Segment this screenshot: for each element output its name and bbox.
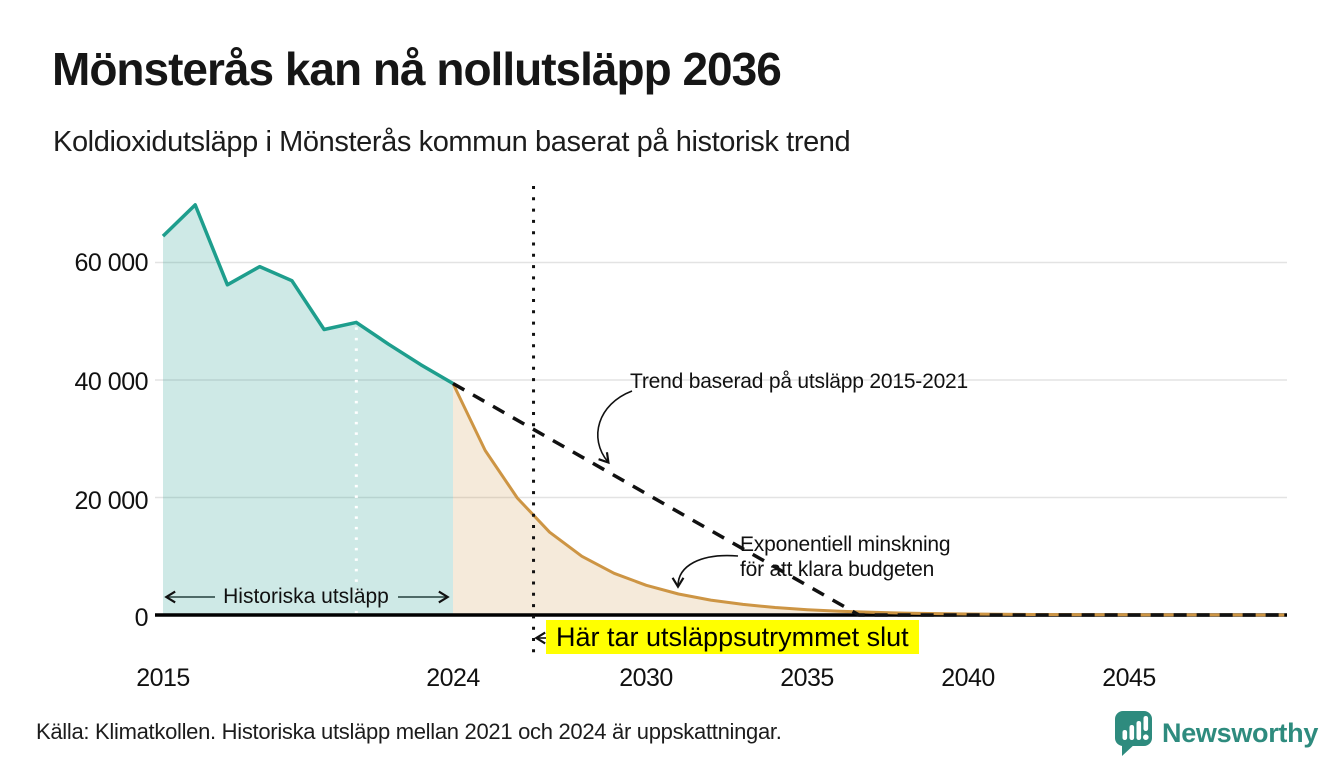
historical-area — [163, 205, 453, 615]
y-axis-label-0: 0 — [134, 604, 148, 632]
x-axis-label-2024: 2024 — [426, 664, 480, 692]
page-subtitle: Koldioxidutsläpp i Mönsterås kommun baserat på historisk trend — [53, 126, 851, 158]
x-axis-label-2040: 2040 — [941, 664, 995, 692]
trend-annotation-arrow — [598, 391, 632, 462]
exponential-annotation-line2: för att klara budgeten — [740, 558, 935, 581]
budget-end-label: Här tar utsläppsutrymmet slut — [546, 620, 919, 654]
page-title: Mönsterås kan nå nollutsläpp 2036 — [52, 43, 781, 95]
exponential-annotation-line1: Exponentiell minskning — [740, 533, 951, 556]
newsworthy-logo — [1114, 710, 1318, 757]
y-axis-label-40000: 40 000 — [74, 368, 148, 396]
source-note: Källa: Klimatkollen. Historiska utsläpp mellan 2021 och 2024 är uppskattningar. — [36, 719, 782, 744]
x-axis-label-2045: 2045 — [1102, 664, 1156, 692]
newsworthy-logo-text: Newsworthy — [1162, 718, 1319, 748]
newsworthy-logo-icon — [1114, 710, 1154, 757]
y-axis-label-20000: 20 000 — [74, 487, 148, 515]
historical-emissions-label: Historiska utsläpp — [223, 585, 389, 608]
exponential-annotation-arrow — [678, 556, 738, 586]
x-axis-label-2035: 2035 — [780, 664, 834, 692]
exponential-annotation-label — [740, 532, 950, 582]
x-axis-label-2015: 2015 — [136, 664, 190, 692]
y-axis-label-60000: 60 000 — [74, 249, 148, 277]
trend-annotation-label: Trend baserad på utsläpp 2015-2021 — [630, 370, 969, 393]
x-axis-label-2030: 2030 — [619, 664, 673, 692]
